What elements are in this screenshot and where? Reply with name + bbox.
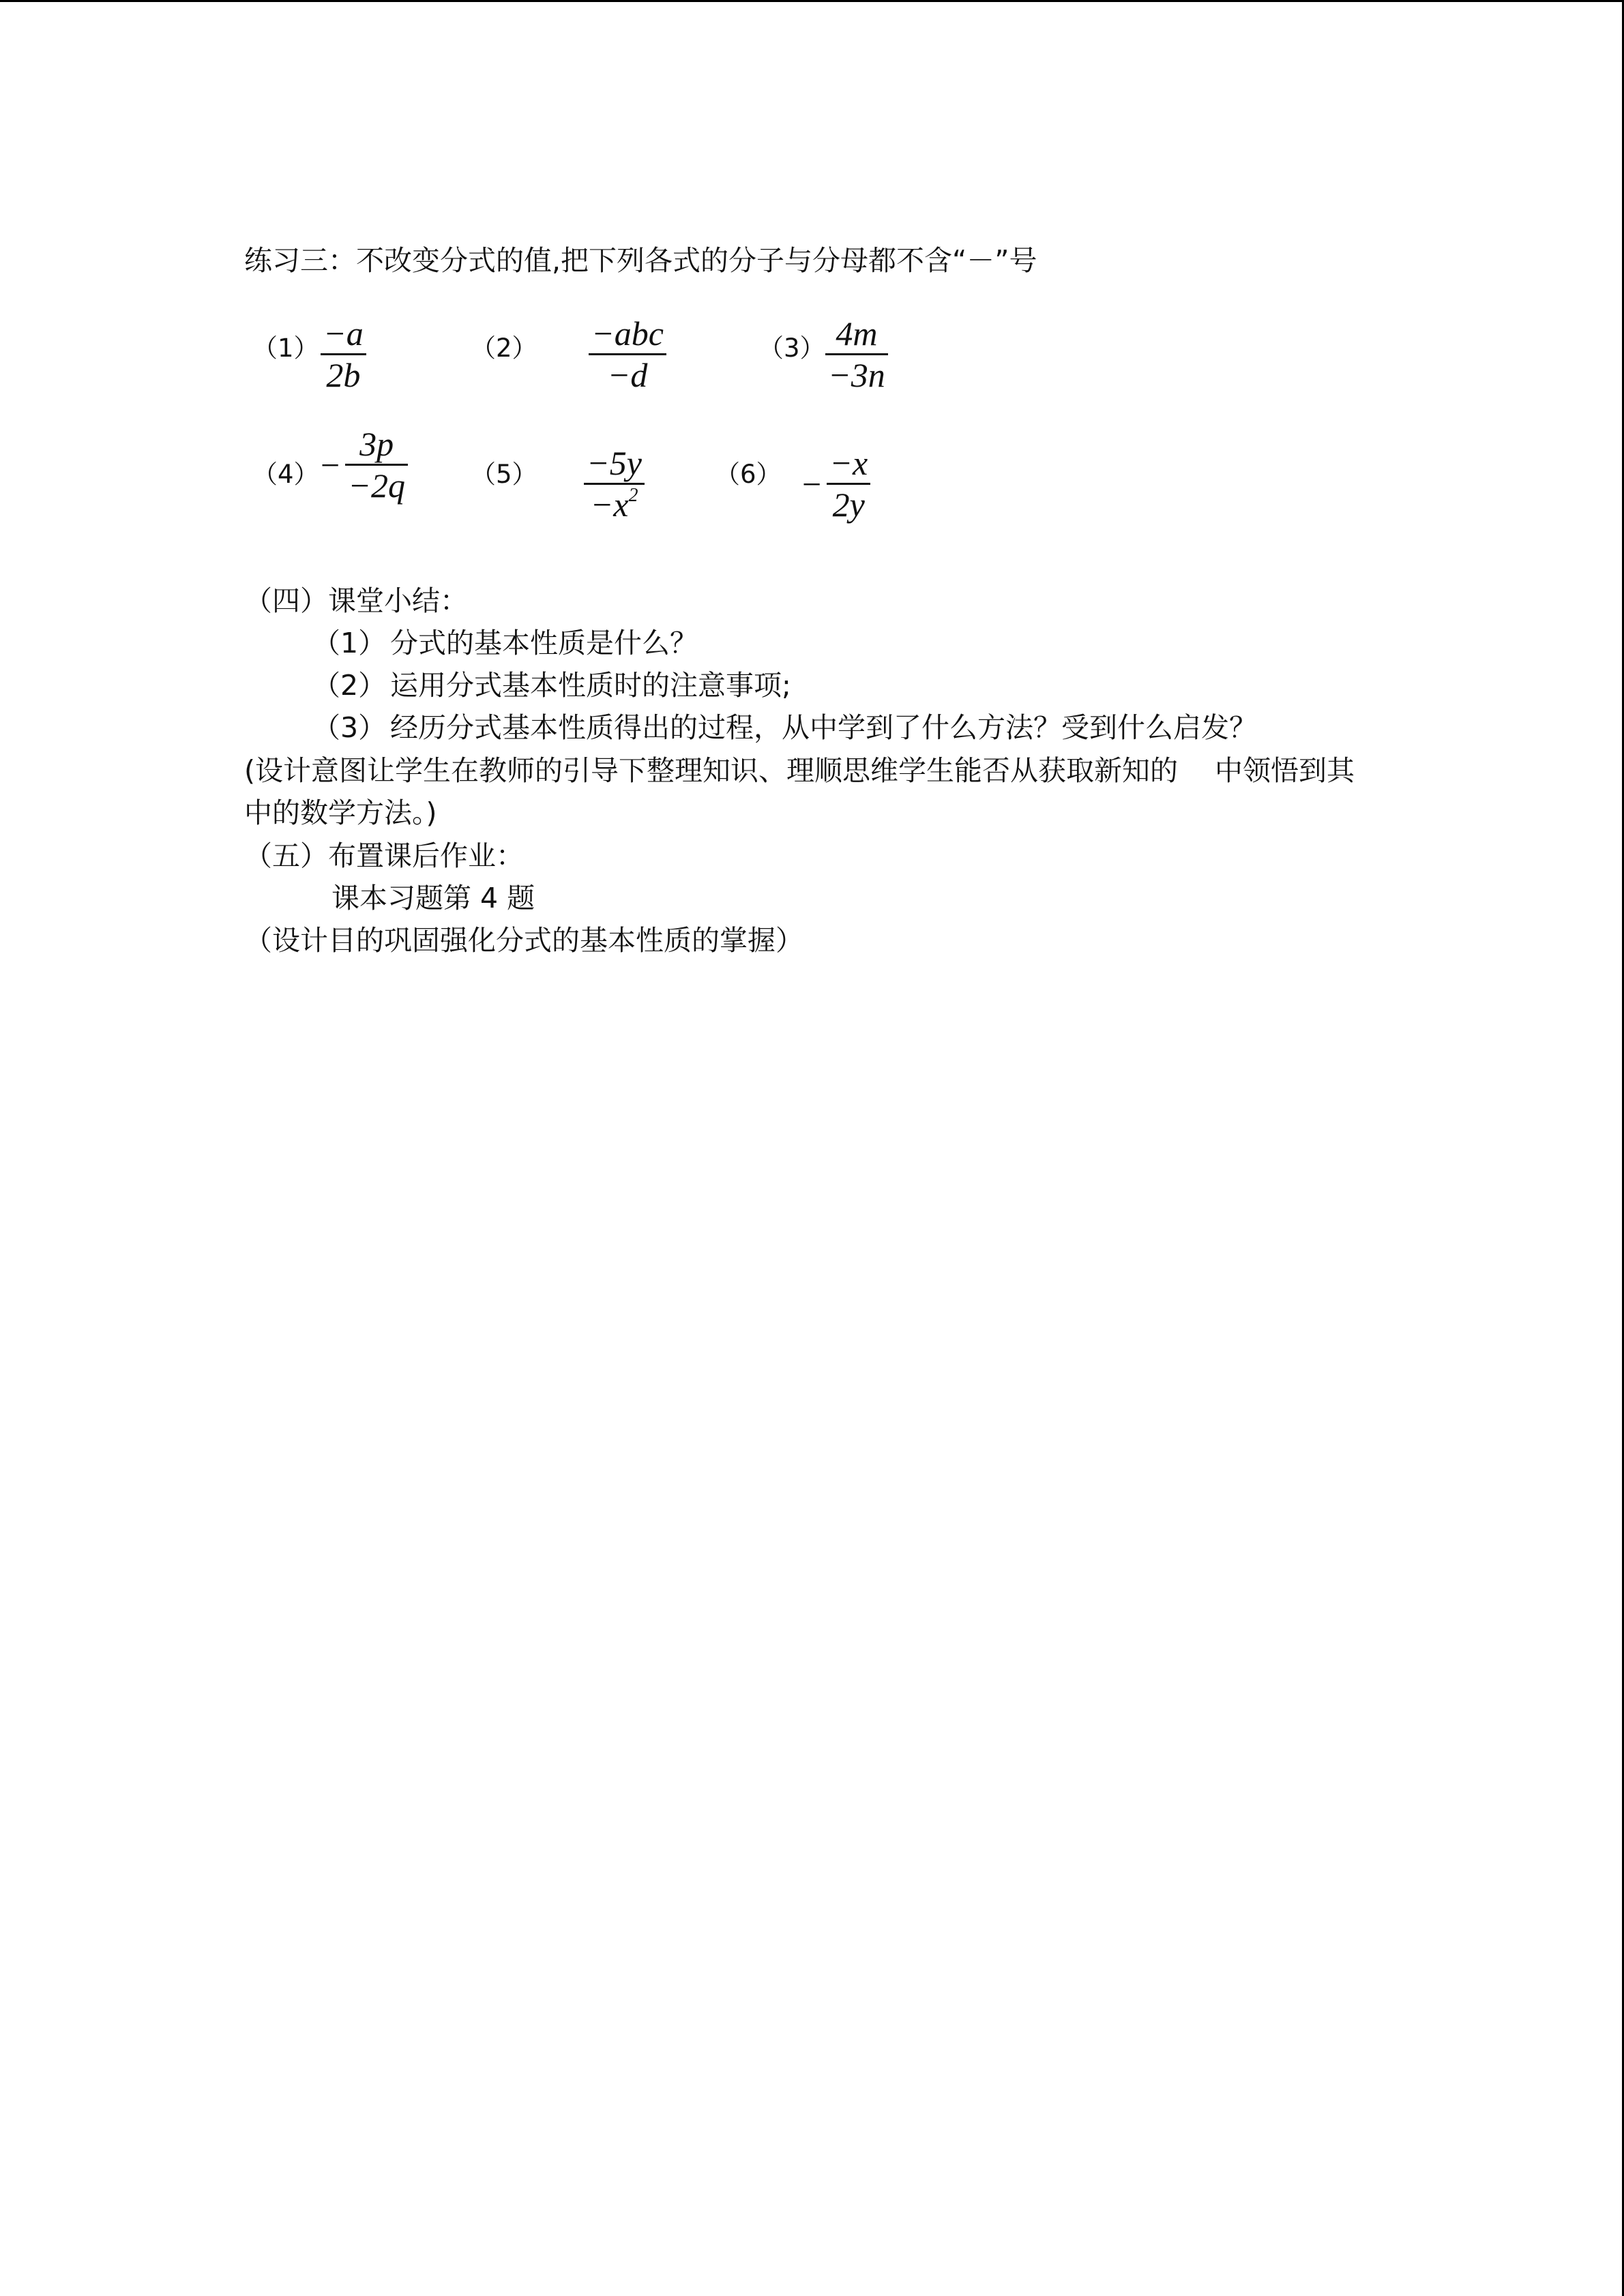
summary-heading: （四）课堂小结： [244, 584, 468, 617]
numerator: −x [829, 444, 868, 482]
numerator: −a [323, 314, 364, 353]
homework-task: 课本习题第 4 题 [331, 882, 535, 914]
homework-heading: （五）布置课后作业： [244, 839, 524, 872]
fraction-3 [825, 314, 888, 395]
numerator: −5y [587, 444, 642, 482]
top-border [0, 0, 1624, 2]
numerator: −abc [591, 314, 664, 353]
numerator: 4m [836, 314, 878, 353]
summary-item-text: 分式的基本性质是什么？ [390, 627, 698, 659]
fraction-2 [589, 314, 666, 395]
fraction-6 [802, 443, 870, 524]
fraction-5 [584, 443, 645, 524]
exercise-label-1: （1） [252, 333, 319, 363]
fraction-1 [321, 314, 366, 395]
exercise-label-3: （3） [758, 333, 825, 363]
denominator: $-x^2$ [590, 485, 638, 524]
exercise-label-5: （5） [471, 460, 537, 489]
design-intent-line-2: 中的数学方法。) [244, 796, 437, 829]
exponent: 2 [628, 485, 638, 506]
numerator: 3p [359, 425, 394, 463]
denominator: −3n [828, 356, 885, 394]
summary-item-number: （3） [312, 711, 387, 744]
summary-item-number: （1） [312, 627, 387, 659]
exercise-label-2: （2） [471, 333, 537, 363]
summary-item-number: （2） [312, 669, 387, 702]
denominator: 2b [326, 356, 361, 394]
summary-item-text: 经历分式基本性质得出的过程，从中学到了什么方法？受到什么启发？ [390, 711, 1257, 744]
exercise-label-4: （4） [252, 460, 319, 489]
denominator: −d [607, 356, 648, 394]
exercise-title: 练习三：不改变分式的值,把下列各式的分子与分母都不含“－”号 [244, 244, 1037, 277]
denominator: 2y [832, 486, 865, 524]
minus-sign: − [321, 445, 340, 484]
minus-sign: − [802, 464, 822, 503]
summary-item-text: 运用分式基本性质时的注意事项; [390, 669, 791, 702]
design-intent-line-1: (设计意图让学生在教师的引导下整理知识、理顺思维学生能否从获取新知的 中领悟到其 [244, 754, 1355, 787]
fraction-4 [321, 424, 408, 505]
denominator: −2q [348, 466, 405, 505]
homework-purpose: （设计目的巩固强化分式的基本性质的掌握） [244, 924, 803, 957]
exercise-label-6: （6） [715, 460, 782, 489]
